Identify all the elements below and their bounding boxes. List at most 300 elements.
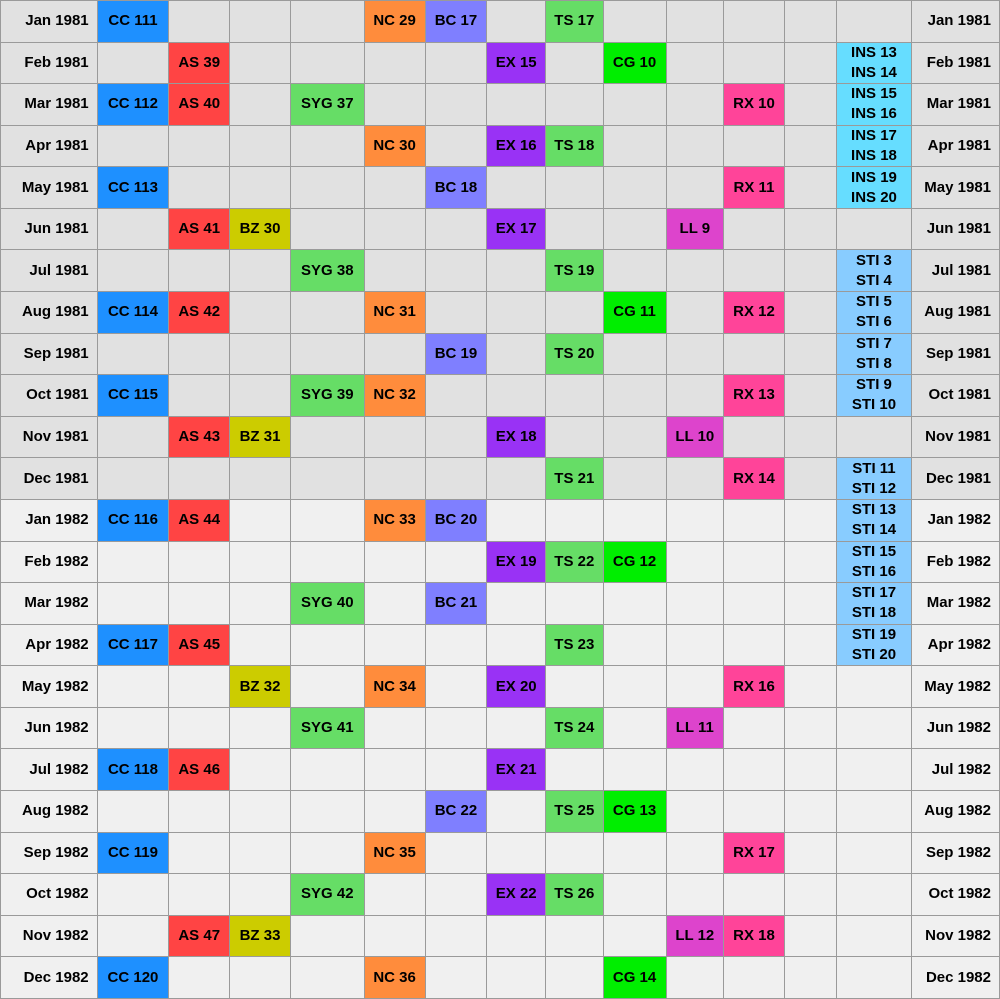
supplement-cell: [837, 874, 912, 916]
table-row: [1, 499, 1000, 541]
supplement-issue: STI 12: [851, 479, 897, 497]
empty-cell: [97, 790, 169, 832]
empty-cell: [364, 583, 425, 625]
empty-cell: [487, 84, 546, 126]
empty-cell: [666, 624, 724, 666]
supplement-cell: [837, 292, 912, 334]
supplement-cell: [837, 915, 912, 957]
empty-cell: [290, 499, 364, 541]
empty-cell: [487, 957, 546, 999]
empty-cell: [784, 790, 836, 832]
month-label-right: Mar 1981: [911, 84, 999, 126]
issue-cell-rx: RX 13: [724, 375, 785, 417]
month-label-right: Apr 1981: [911, 125, 999, 167]
empty-cell: [230, 333, 291, 375]
table-row: [1, 790, 1000, 832]
issue-cell-as: AS 43: [169, 416, 230, 458]
issue-cell-ex: EX 22: [487, 874, 546, 916]
supplement-issue: STI 8: [856, 354, 892, 372]
issue-cell-ts: TS 18: [546, 125, 604, 167]
table-row: [1, 707, 1000, 749]
month-label-left: Sep 1982: [1, 832, 98, 874]
empty-cell: [724, 957, 785, 999]
empty-cell: [666, 167, 724, 209]
empty-cell: [169, 541, 230, 583]
month-label-left: Jan 1982: [1, 499, 98, 541]
month-label-left: Feb 1981: [1, 42, 98, 84]
issue-cell-ts: TS 19: [546, 250, 604, 292]
empty-cell: [603, 250, 666, 292]
month-label-right: Sep 1981: [911, 333, 999, 375]
table-row: [1, 832, 1000, 874]
empty-cell: [546, 499, 604, 541]
empty-cell: [603, 458, 666, 500]
empty-cell: [666, 957, 724, 999]
empty-cell: [230, 84, 291, 126]
month-label-right: Nov 1982: [911, 915, 999, 957]
month-label-left: Jun 1982: [1, 707, 98, 749]
issue-cell-rx: RX 18: [724, 915, 785, 957]
issue-cell-bc: BC 20: [425, 499, 487, 541]
empty-cell: [784, 416, 836, 458]
empty-cell: [425, 375, 487, 417]
empty-cell: [666, 1, 724, 43]
month-label-right: Feb 1982: [911, 541, 999, 583]
issue-cell-ex: EX 15: [487, 42, 546, 84]
table-row: [1, 375, 1000, 417]
empty-cell: [666, 292, 724, 334]
empty-cell: [97, 333, 169, 375]
supplement-cell: [837, 790, 912, 832]
table-row: [1, 458, 1000, 500]
issue-cell-cc: CC 120: [97, 957, 169, 999]
empty-cell: [603, 416, 666, 458]
month-label-right: Mar 1982: [911, 583, 999, 625]
supplement-cell: [837, 707, 912, 749]
issue-cell-bz: BZ 31: [230, 416, 291, 458]
issue-cell-cg: CG 10: [603, 42, 666, 84]
supplement-issue: INS 16: [851, 105, 897, 123]
empty-cell: [603, 749, 666, 791]
empty-cell: [230, 832, 291, 874]
month-label-left: Mar 1982: [1, 583, 98, 625]
month-label-right: Apr 1982: [911, 624, 999, 666]
table-row: [1, 292, 1000, 334]
issue-cell-ts: TS 24: [546, 707, 604, 749]
empty-cell: [784, 333, 836, 375]
supplement-issue: INS 13: [851, 43, 897, 61]
month-label-right: Aug 1982: [911, 790, 999, 832]
issue-cell-cc: CC 112: [97, 84, 169, 126]
empty-cell: [546, 42, 604, 84]
empty-cell: [546, 208, 604, 250]
empty-cell: [290, 416, 364, 458]
month-label-right: Sep 1982: [911, 832, 999, 874]
supplement-cell: [837, 458, 912, 500]
supplement-issue: INS 19: [851, 168, 897, 186]
table-row: [1, 250, 1000, 292]
supplement-issue: INS 18: [851, 147, 897, 165]
empty-cell: [487, 167, 546, 209]
supplement-issue: STI 20: [851, 645, 897, 663]
empty-cell: [724, 790, 785, 832]
issue-cell-ll: LL 11: [666, 707, 724, 749]
empty-cell: [666, 666, 724, 708]
empty-cell: [487, 915, 546, 957]
month-label-left: Dec 1982: [1, 957, 98, 999]
empty-cell: [666, 541, 724, 583]
empty-cell: [364, 874, 425, 916]
supplement-cell: [837, 1, 912, 43]
empty-cell: [546, 915, 604, 957]
supplement-cell: [837, 125, 912, 167]
table-row: [1, 666, 1000, 708]
month-label-left: Mar 1981: [1, 84, 98, 126]
month-label-left: Oct 1981: [1, 375, 98, 417]
issue-cell-rx: RX 10: [724, 84, 785, 126]
empty-cell: [425, 832, 487, 874]
empty-cell: [425, 292, 487, 334]
supplement-issue: STI 7: [856, 334, 892, 352]
empty-cell: [784, 541, 836, 583]
empty-cell: [784, 42, 836, 84]
empty-cell: [784, 292, 836, 334]
empty-cell: [784, 832, 836, 874]
empty-cell: [169, 707, 230, 749]
table-row: [1, 749, 1000, 791]
empty-cell: [425, 416, 487, 458]
issue-cell-rx: RX 17: [724, 832, 785, 874]
empty-cell: [425, 458, 487, 500]
supplement-issue: STI 6: [856, 313, 892, 331]
empty-cell: [546, 292, 604, 334]
empty-cell: [230, 583, 291, 625]
month-label-right: Jul 1982: [911, 749, 999, 791]
empty-cell: [97, 707, 169, 749]
empty-cell: [603, 84, 666, 126]
empty-cell: [169, 790, 230, 832]
empty-cell: [290, 915, 364, 957]
issue-cell-cg: CG 14: [603, 957, 666, 999]
empty-cell: [784, 957, 836, 999]
empty-cell: [169, 957, 230, 999]
supplement-issue: STI 17: [851, 584, 897, 602]
issue-cell-bc: BC 18: [425, 167, 487, 209]
empty-cell: [603, 832, 666, 874]
issue-cell-cg: CG 11: [603, 292, 666, 334]
table-row: [1, 541, 1000, 583]
empty-cell: [97, 874, 169, 916]
empty-cell: [603, 874, 666, 916]
empty-cell: [784, 167, 836, 209]
supplement-cell: [837, 375, 912, 417]
month-label-left: Nov 1982: [1, 915, 98, 957]
supplement-issue: STI 19: [851, 625, 897, 643]
empty-cell: [487, 375, 546, 417]
month-label-right: Feb 1981: [911, 42, 999, 84]
empty-cell: [364, 707, 425, 749]
issue-cell-bc: BC 17: [425, 1, 487, 43]
empty-cell: [290, 125, 364, 167]
empty-cell: [425, 541, 487, 583]
empty-cell: [666, 583, 724, 625]
empty-cell: [97, 208, 169, 250]
empty-cell: [487, 583, 546, 625]
month-label-right: Dec 1981: [911, 458, 999, 500]
month-label-left: Dec 1981: [1, 458, 98, 500]
month-label-right: Oct 1982: [911, 874, 999, 916]
issue-cell-cc: CC 116: [97, 499, 169, 541]
table-row: [1, 167, 1000, 209]
empty-cell: [724, 707, 785, 749]
month-label-right: Jun 1981: [911, 208, 999, 250]
empty-cell: [169, 375, 230, 417]
empty-cell: [290, 666, 364, 708]
issue-cell-ex: EX 16: [487, 125, 546, 167]
table-row: [1, 125, 1000, 167]
empty-cell: [724, 1, 785, 43]
empty-cell: [230, 499, 291, 541]
empty-cell: [784, 583, 836, 625]
supplement-issue: INS 20: [851, 188, 897, 206]
issue-cell-bc: BC 22: [425, 790, 487, 832]
empty-cell: [546, 84, 604, 126]
issue-cell-ts: TS 21: [546, 458, 604, 500]
supplement-cell: [837, 167, 912, 209]
empty-cell: [784, 624, 836, 666]
issue-cell-cg: CG 13: [603, 790, 666, 832]
empty-cell: [603, 583, 666, 625]
empty-cell: [425, 915, 487, 957]
month-label-right: May 1982: [911, 666, 999, 708]
empty-cell: [666, 375, 724, 417]
supplement-issue: INS 17: [851, 127, 897, 145]
empty-cell: [724, 416, 785, 458]
month-label-left: Nov 1981: [1, 416, 98, 458]
table-row: [1, 84, 1000, 126]
empty-cell: [666, 832, 724, 874]
empty-cell: [603, 333, 666, 375]
month-label-right: Aug 1981: [911, 292, 999, 334]
table-row: [1, 416, 1000, 458]
table-row: [1, 874, 1000, 916]
issue-cell-ts: TS 25: [546, 790, 604, 832]
empty-cell: [784, 458, 836, 500]
issue-cell-nc: NC 35: [364, 832, 425, 874]
month-label-right: Nov 1981: [911, 416, 999, 458]
issue-cell-bc: BC 21: [425, 583, 487, 625]
table-row: [1, 1, 1000, 43]
month-label-left: May 1982: [1, 666, 98, 708]
empty-cell: [425, 666, 487, 708]
empty-cell: [290, 208, 364, 250]
supplement-cell: [837, 416, 912, 458]
issue-cell-as: AS 46: [169, 749, 230, 791]
issue-cell-nc: NC 33: [364, 499, 425, 541]
empty-cell: [169, 832, 230, 874]
month-label-right: Oct 1981: [911, 375, 999, 417]
issue-cell-ex: EX 20: [487, 666, 546, 708]
empty-cell: [603, 915, 666, 957]
issue-cell-nc: NC 32: [364, 375, 425, 417]
empty-cell: [290, 42, 364, 84]
empty-cell: [364, 84, 425, 126]
empty-cell: [290, 458, 364, 500]
supplement-cell: [837, 541, 912, 583]
empty-cell: [666, 749, 724, 791]
empty-cell: [169, 125, 230, 167]
empty-cell: [364, 250, 425, 292]
table-row: [1, 583, 1000, 625]
empty-cell: [666, 499, 724, 541]
issue-cell-ex: EX 18: [487, 416, 546, 458]
issue-cell-ts: TS 22: [546, 541, 604, 583]
supplement-cell: [837, 957, 912, 999]
supplement-cell: [837, 84, 912, 126]
issue-cell-syg: SYG 39: [290, 375, 364, 417]
issue-cell-syg: SYG 37: [290, 84, 364, 126]
empty-cell: [724, 583, 785, 625]
month-label-right: May 1981: [911, 167, 999, 209]
issue-cell-nc: NC 30: [364, 125, 425, 167]
issue-cell-ex: EX 21: [487, 749, 546, 791]
empty-cell: [230, 250, 291, 292]
empty-cell: [290, 167, 364, 209]
issue-cell-bz: BZ 30: [230, 208, 291, 250]
supplement-issue: STI 13: [851, 501, 897, 519]
empty-cell: [230, 42, 291, 84]
empty-cell: [603, 1, 666, 43]
empty-cell: [364, 790, 425, 832]
supplement-issue: STI 5: [856, 293, 892, 311]
month-label-left: May 1981: [1, 167, 98, 209]
month-label-left: Aug 1982: [1, 790, 98, 832]
empty-cell: [364, 333, 425, 375]
issue-cell-ts: TS 17: [546, 1, 604, 43]
empty-cell: [290, 749, 364, 791]
empty-cell: [290, 541, 364, 583]
issue-cell-cc: CC 119: [97, 832, 169, 874]
empty-cell: [230, 541, 291, 583]
empty-cell: [425, 624, 487, 666]
empty-cell: [666, 874, 724, 916]
month-label-left: Apr 1982: [1, 624, 98, 666]
issue-cell-syg: SYG 40: [290, 583, 364, 625]
empty-cell: [169, 458, 230, 500]
empty-cell: [666, 125, 724, 167]
empty-cell: [487, 250, 546, 292]
empty-cell: [784, 84, 836, 126]
issue-cell-as: AS 42: [169, 292, 230, 334]
supplement-cell: [837, 624, 912, 666]
supplement-issue: STI 14: [851, 521, 897, 539]
empty-cell: [169, 167, 230, 209]
issue-cell-nc: NC 31: [364, 292, 425, 334]
table-row: [1, 915, 1000, 957]
month-label-right: Jun 1982: [911, 707, 999, 749]
supplement-issue: STI 3: [856, 251, 892, 269]
empty-cell: [230, 790, 291, 832]
supplement-issue: INS 14: [851, 63, 897, 81]
empty-cell: [364, 915, 425, 957]
empty-cell: [724, 250, 785, 292]
issue-cell-as: AS 44: [169, 499, 230, 541]
empty-cell: [724, 499, 785, 541]
empty-cell: [784, 666, 836, 708]
supplement-issue: STI 11: [852, 459, 896, 477]
empty-cell: [230, 957, 291, 999]
supplement-cell: [837, 749, 912, 791]
issue-cell-ex: EX 19: [487, 541, 546, 583]
empty-cell: [290, 957, 364, 999]
empty-cell: [97, 125, 169, 167]
empty-cell: [724, 624, 785, 666]
month-label-right: Dec 1982: [911, 957, 999, 999]
empty-cell: [487, 624, 546, 666]
issue-cell-cc: CC 115: [97, 375, 169, 417]
table-row: [1, 208, 1000, 250]
empty-cell: [425, 250, 487, 292]
empty-cell: [290, 292, 364, 334]
empty-cell: [784, 250, 836, 292]
empty-cell: [784, 375, 836, 417]
empty-cell: [230, 292, 291, 334]
empty-cell: [230, 749, 291, 791]
issue-cell-nc: NC 34: [364, 666, 425, 708]
empty-cell: [546, 583, 604, 625]
issue-cell-cc: CC 117: [97, 624, 169, 666]
empty-cell: [230, 874, 291, 916]
empty-cell: [666, 42, 724, 84]
month-label-left: Jan 1981: [1, 1, 98, 43]
empty-cell: [784, 915, 836, 957]
empty-cell: [487, 790, 546, 832]
issue-cell-bc: BC 19: [425, 333, 487, 375]
empty-cell: [364, 458, 425, 500]
empty-cell: [487, 458, 546, 500]
issue-cell-rx: RX 11: [724, 167, 785, 209]
issue-cell-rx: RX 12: [724, 292, 785, 334]
empty-cell: [97, 541, 169, 583]
supplement-cell: [837, 333, 912, 375]
issue-cell-cc: CC 113: [97, 167, 169, 209]
empty-cell: [724, 125, 785, 167]
issue-cell-ll: LL 12: [666, 915, 724, 957]
issue-cell-syg: SYG 38: [290, 250, 364, 292]
issue-cell-cc: CC 114: [97, 292, 169, 334]
empty-cell: [97, 416, 169, 458]
empty-cell: [724, 208, 785, 250]
supplement-issue: STI 16: [851, 562, 897, 580]
supplement-cell: [837, 250, 912, 292]
empty-cell: [546, 749, 604, 791]
issue-cell-bz: BZ 32: [230, 666, 291, 708]
empty-cell: [784, 749, 836, 791]
issue-cell-cc: CC 118: [97, 749, 169, 791]
empty-cell: [364, 541, 425, 583]
supplement-cell: [837, 583, 912, 625]
empty-cell: [603, 666, 666, 708]
empty-cell: [666, 333, 724, 375]
empty-cell: [724, 749, 785, 791]
month-label-right: Jan 1981: [911, 1, 999, 43]
empty-cell: [487, 832, 546, 874]
empty-cell: [169, 583, 230, 625]
supplement-issue: STI 18: [851, 604, 897, 622]
table-row: [1, 333, 1000, 375]
month-label-left: Sep 1981: [1, 333, 98, 375]
empty-cell: [425, 208, 487, 250]
